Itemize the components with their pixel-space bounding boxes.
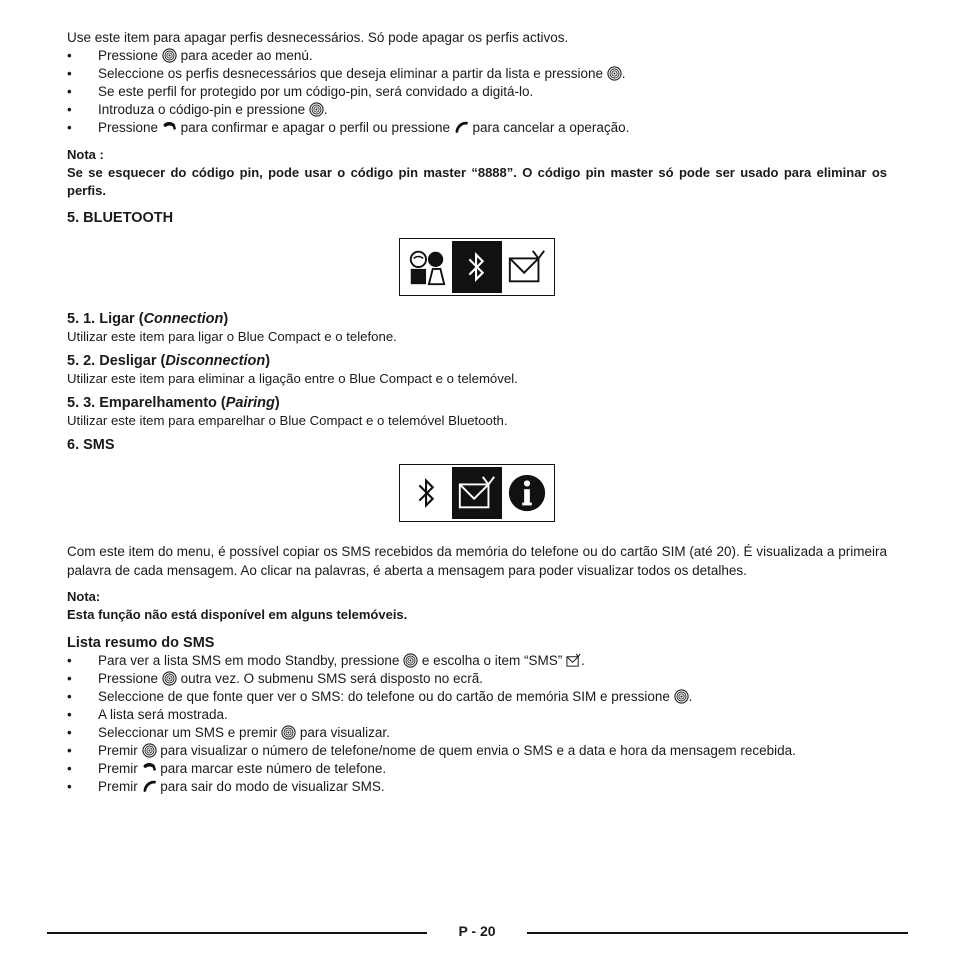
ok-key-icon [281,725,296,740]
sms-envelope-icon [452,467,502,519]
list-item [67,670,887,688]
sms-envelope-icon [566,653,581,668]
ok-key-icon [309,102,324,117]
intro-bullet-list [67,47,887,137]
bullet-text: para confirmar e apagar o perfil ou pressione [180,120,450,135]
bluetooth-subitems [67,310,887,429]
list-item [67,778,887,796]
ok-key-icon [674,689,689,704]
sms-note-label: Nota: [67,589,101,604]
list-item [67,47,887,65]
bluetooth-subitem-title [67,352,887,370]
bluetooth-menu-panel [399,238,555,296]
subitem-english-name: Pairing [225,395,275,411]
bluetooth-icon [402,467,452,519]
sms-menu-panel [399,464,555,522]
subitem-english-name: Disconnection [165,353,266,369]
document-page [67,29,887,796]
page-footer [0,922,954,942]
list-item [67,65,887,83]
page-number: P - 20 [458,923,496,939]
bullet-text: para marcar este número de telefone. [160,761,387,776]
bullet-text: Seleccione de que fonte quer ver o SMS: do telefone ou do cartão de memória SIM e pressione [98,689,670,704]
subitem-close-paren: ) [223,311,229,327]
list-item [67,760,887,778]
subitem-english-name: Connection [143,311,224,327]
bullet-text: para sair do modo de visualizar SMS. [160,779,385,794]
bullet-text: e escolha o item “SMS” [421,653,563,668]
bluetooth-icon [452,241,502,293]
subitem-number: 5. 1. Ligar ( [67,311,144,327]
list-item [67,83,887,101]
hangup-key-icon [454,120,469,135]
sms-envelope-icon [502,241,552,293]
bullet-text: para visualizar. [299,725,390,740]
bullet-text: . [581,653,585,668]
bluetooth-subitem-description: Utilizar este item para eliminar a ligação entre o Blue Compact e o telemóvel. [67,371,518,386]
bullet-text: Premir [98,761,138,776]
bullet-text: Seleccione os perfis desnecessários que deseja eliminar a partir da lista e pressione [98,66,604,81]
footer-rule-left [47,932,427,934]
bullet-text: . [323,102,328,117]
section-5-title: 5. BLUETOOTH [67,210,174,226]
bullet-text: Introduza o código-pin e pressione [98,102,306,117]
info-icon [502,467,552,519]
profiles-icon [402,241,452,293]
footer-rule-right [527,932,908,934]
list-item [67,101,887,119]
sms-note-text: Esta função não está disponível em alguns telemóveis. [67,607,408,622]
bullet-text: Pressione [98,120,159,135]
note-text: Se se esquecer do código pin, pode usar o código pin master “8888”. O código pin master só pode ser usado para eliminar os perfis. [67,165,887,198]
bullet-text: Para ver a lista SMS em modo Standby, pressione [98,653,400,668]
bullet-text: Pressione [98,671,159,686]
bullet-text: A lista será mostrada. [98,707,228,722]
bullet-text: Pressione [98,48,159,63]
subitem-close-paren: ) [274,395,280,411]
bluetooth-subitem-title [67,310,887,328]
bullet-text: Se este perfil for protegido por um código-pin, será convidado a digitá-lo. [98,84,534,99]
bluetooth-subitem-title [67,394,887,412]
bullet-text: para visualizar o número de telefone/nome de quem envia o SMS e a data e hora da mensagem recebida. [160,743,796,758]
bullet-text: outra vez. O submenu SMS será disposto no ecrã. [180,671,483,686]
list-item [67,119,887,137]
sms-paragraph: Com este item do menu, é possível copiar os SMS recebidos da memória do telefone ou do cartão SIM (até 20). É visualizada a primeira palavra de cada mensagem. Ao clicar na palavras, é aberta a mensagem para poder visualizar todos os detalhes. [67,544,887,578]
subitem-number: 5. 2. Desligar ( [67,353,166,369]
call-key-icon [162,120,177,135]
ok-key-icon [607,66,622,81]
list-item [67,652,887,670]
list-item [67,742,887,760]
bullet-text: para cancelar a operação. [472,120,630,135]
bullet-text: Premir [98,743,138,758]
sms-summary-title: Lista resumo do SMS [67,635,215,651]
bullet-text: Seleccionar um SMS e premir [98,725,278,740]
ok-key-icon [142,743,157,758]
sms-summary-list [67,652,887,796]
note-label: Nota : [67,147,104,162]
list-item [67,688,887,706]
ok-key-icon [162,48,177,63]
ok-key-icon [162,671,177,686]
hangup-key-icon [142,779,157,794]
bullet-text: para aceder ao menú. [180,48,313,63]
section-6-title: 6. SMS [67,437,115,453]
list-item [67,706,887,724]
call-key-icon [142,761,157,776]
subitem-close-paren: ) [265,353,271,369]
intro-text: Use este item para apagar perfis desnecessários. Só pode apagar os perfis activos. [67,30,569,45]
ok-key-icon [403,653,418,668]
bullet-text: . [688,689,693,704]
bluetooth-subitem-description: Utilizar este item para emparelhar o Blue Compact e o telemóvel Bluetooth. [67,413,508,428]
bullet-text: . [621,66,626,81]
list-item [67,724,887,742]
bullet-text: Premir [98,779,138,794]
bluetooth-subitem-description: Utilizar este item para ligar o Blue Compact e o telefone. [67,329,397,344]
subitem-number: 5. 3. Emparelhamento ( [67,395,226,411]
